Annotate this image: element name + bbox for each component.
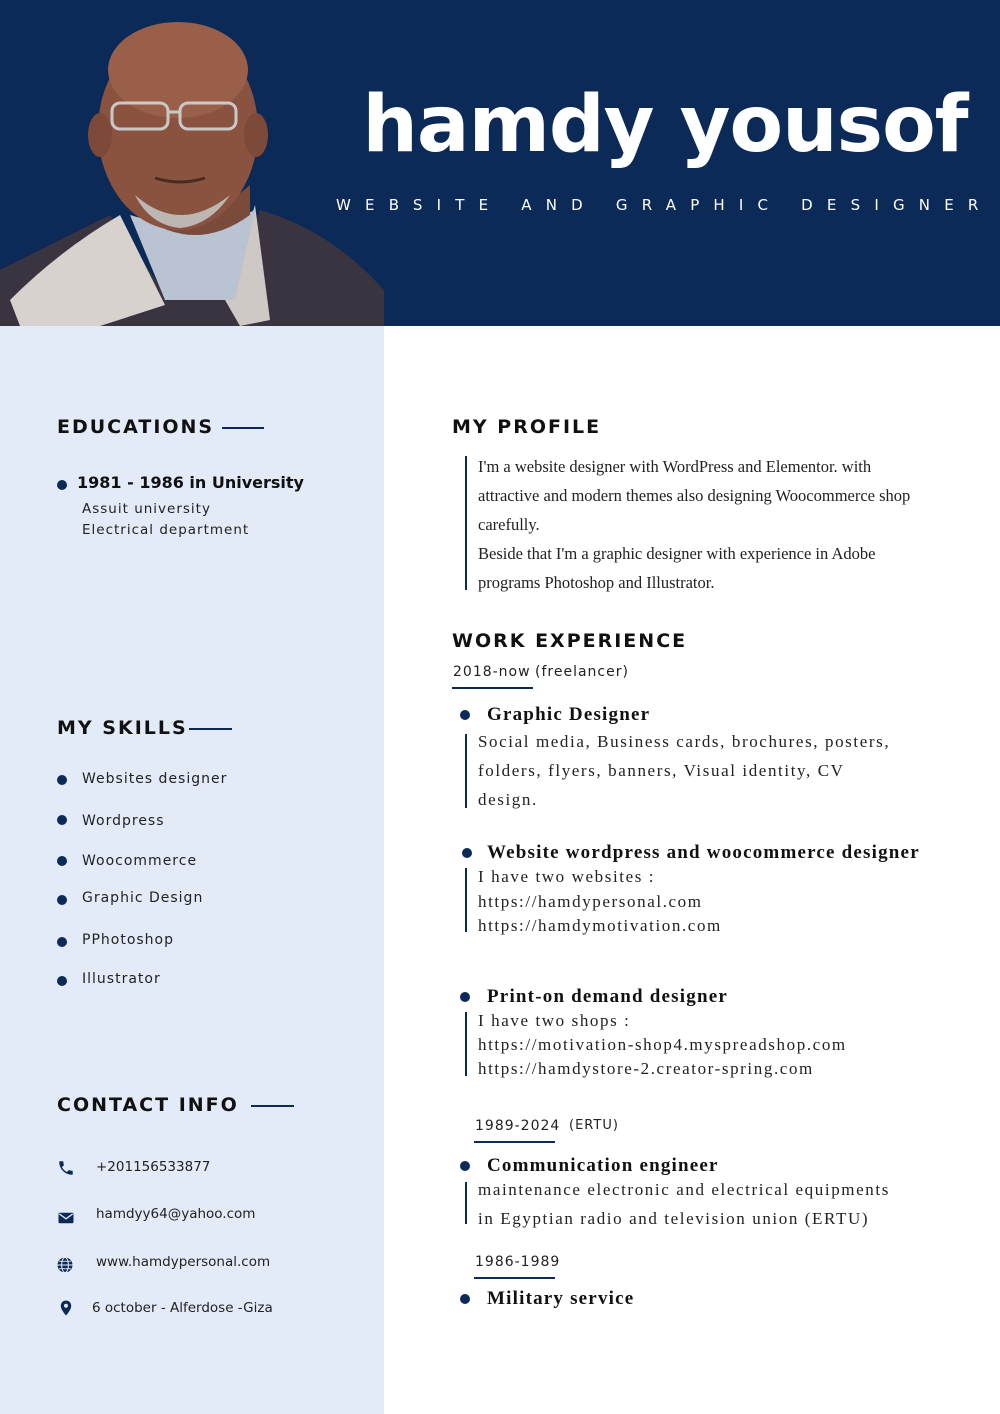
skill-bullet bbox=[57, 856, 67, 866]
job-description-line: I have two websites : bbox=[478, 867, 656, 886]
work-heading: WORK EXPERIENCE bbox=[452, 630, 688, 652]
job-rule bbox=[465, 868, 467, 932]
globe-icon bbox=[56, 1256, 74, 1274]
skill-item: Websites designer bbox=[82, 771, 228, 787]
job-bullet bbox=[460, 710, 470, 720]
profile-line: Beside that I'm a graphic designer with experience in Adobe bbox=[478, 544, 876, 563]
location-pin-icon bbox=[57, 1299, 75, 1317]
skill-item: Woocommerce bbox=[82, 853, 198, 869]
skills-heading: MY SKILLS bbox=[57, 717, 188, 739]
work-period: 1986-1989 bbox=[475, 1254, 561, 1270]
mail-icon bbox=[57, 1209, 75, 1227]
job-description-line: https://hamdypersonal.com bbox=[478, 892, 703, 911]
profile-line: I'm a website designer with WordPress and Elementor. with bbox=[478, 457, 872, 476]
profile-line: carefully. bbox=[478, 515, 540, 534]
work-period-rule bbox=[474, 1277, 555, 1279]
profile-paragraph bbox=[478, 452, 968, 597]
job-title: Communication engineer bbox=[487, 1155, 719, 1176]
skill-bullet bbox=[57, 937, 67, 947]
educations-heading: EDUCATIONS bbox=[57, 416, 215, 438]
job-description-line: maintenance electronic and electrical equipments bbox=[478, 1180, 890, 1199]
job-description-line: Social media, Business cards, brochures, posters, bbox=[478, 732, 891, 751]
job-description-line: https://hamdymotivation.com bbox=[478, 916, 722, 935]
profile-line: programs Photoshop and Illustrator. bbox=[478, 573, 715, 592]
job-description-line: in Egyptian radio and television union (ERTU) bbox=[478, 1209, 870, 1228]
job-description-line: https://motivation-shop4.myspreadshop.com bbox=[478, 1035, 847, 1054]
phone-icon bbox=[57, 1159, 75, 1177]
skill-bullet bbox=[57, 976, 67, 986]
skill-bullet bbox=[57, 775, 67, 785]
skill-item: Illustrator bbox=[82, 971, 161, 987]
job-rule bbox=[465, 734, 467, 808]
job-bullet bbox=[460, 1294, 470, 1304]
job-description-line: https://hamdystore-2.creator-spring.com bbox=[478, 1059, 814, 1078]
job-title: Graphic Designer bbox=[487, 704, 651, 725]
job-title: Website wordpress and woocommerce designer bbox=[487, 842, 920, 863]
work-period-rule bbox=[474, 1141, 555, 1143]
job-title: Print-on demand designer bbox=[487, 986, 728, 1007]
educations-heading-rule bbox=[222, 427, 264, 429]
contact-address: 6 october - Alferdose -Giza bbox=[92, 1300, 273, 1316]
job-role-subtitle: WEBSITE AND GRAPHIC DESIGNER bbox=[336, 196, 993, 214]
work-period-note: (freelancer) bbox=[535, 664, 629, 680]
profile-heading: MY PROFILE bbox=[452, 416, 602, 438]
contact-email: hamdyy64@yahoo.com bbox=[96, 1206, 256, 1222]
contact-website: www.hamdypersonal.com bbox=[96, 1254, 271, 1270]
profile-rule bbox=[465, 456, 467, 590]
education-period: 1981 - 1986 in University bbox=[77, 473, 304, 492]
job-description-line: I have two shops : bbox=[478, 1011, 631, 1030]
job-description-line: folders, flyers, banners, Visual identity, CV bbox=[478, 761, 845, 780]
skill-bullet bbox=[57, 895, 67, 905]
education-department: Electrical department bbox=[82, 522, 250, 538]
contact-phone: +201156533877 bbox=[96, 1159, 211, 1175]
work-period-rule bbox=[452, 687, 533, 689]
education-school: Assuit university bbox=[82, 501, 211, 517]
profile-photo bbox=[0, 0, 384, 326]
profile-line: attractive and modern themes also designing Woocommerce shop bbox=[478, 486, 911, 505]
skill-item: Wordpress bbox=[82, 813, 165, 829]
job-title: Military service bbox=[487, 1288, 635, 1309]
contact-heading-rule bbox=[251, 1105, 294, 1107]
skill-bullet bbox=[57, 815, 67, 825]
education-bullet bbox=[57, 480, 67, 490]
contact-heading: CONTACT INFO bbox=[57, 1094, 239, 1116]
work-period: 2018-now bbox=[453, 664, 531, 680]
job-description-line: design. bbox=[478, 790, 538, 809]
job-rule bbox=[465, 1012, 467, 1076]
person-name: hamdy yousof bbox=[362, 80, 968, 170]
job-bullet bbox=[460, 1161, 470, 1171]
job-rule bbox=[465, 1182, 467, 1224]
job-bullet bbox=[460, 992, 470, 1002]
work-period: 1989-2024 bbox=[475, 1118, 561, 1134]
skill-item: PPhotoshop bbox=[82, 932, 174, 948]
job-bullet bbox=[462, 848, 472, 858]
skill-item: Graphic Design bbox=[82, 890, 204, 906]
skills-heading-rule bbox=[189, 728, 232, 730]
work-period-note: (ERTU) bbox=[569, 1118, 619, 1133]
